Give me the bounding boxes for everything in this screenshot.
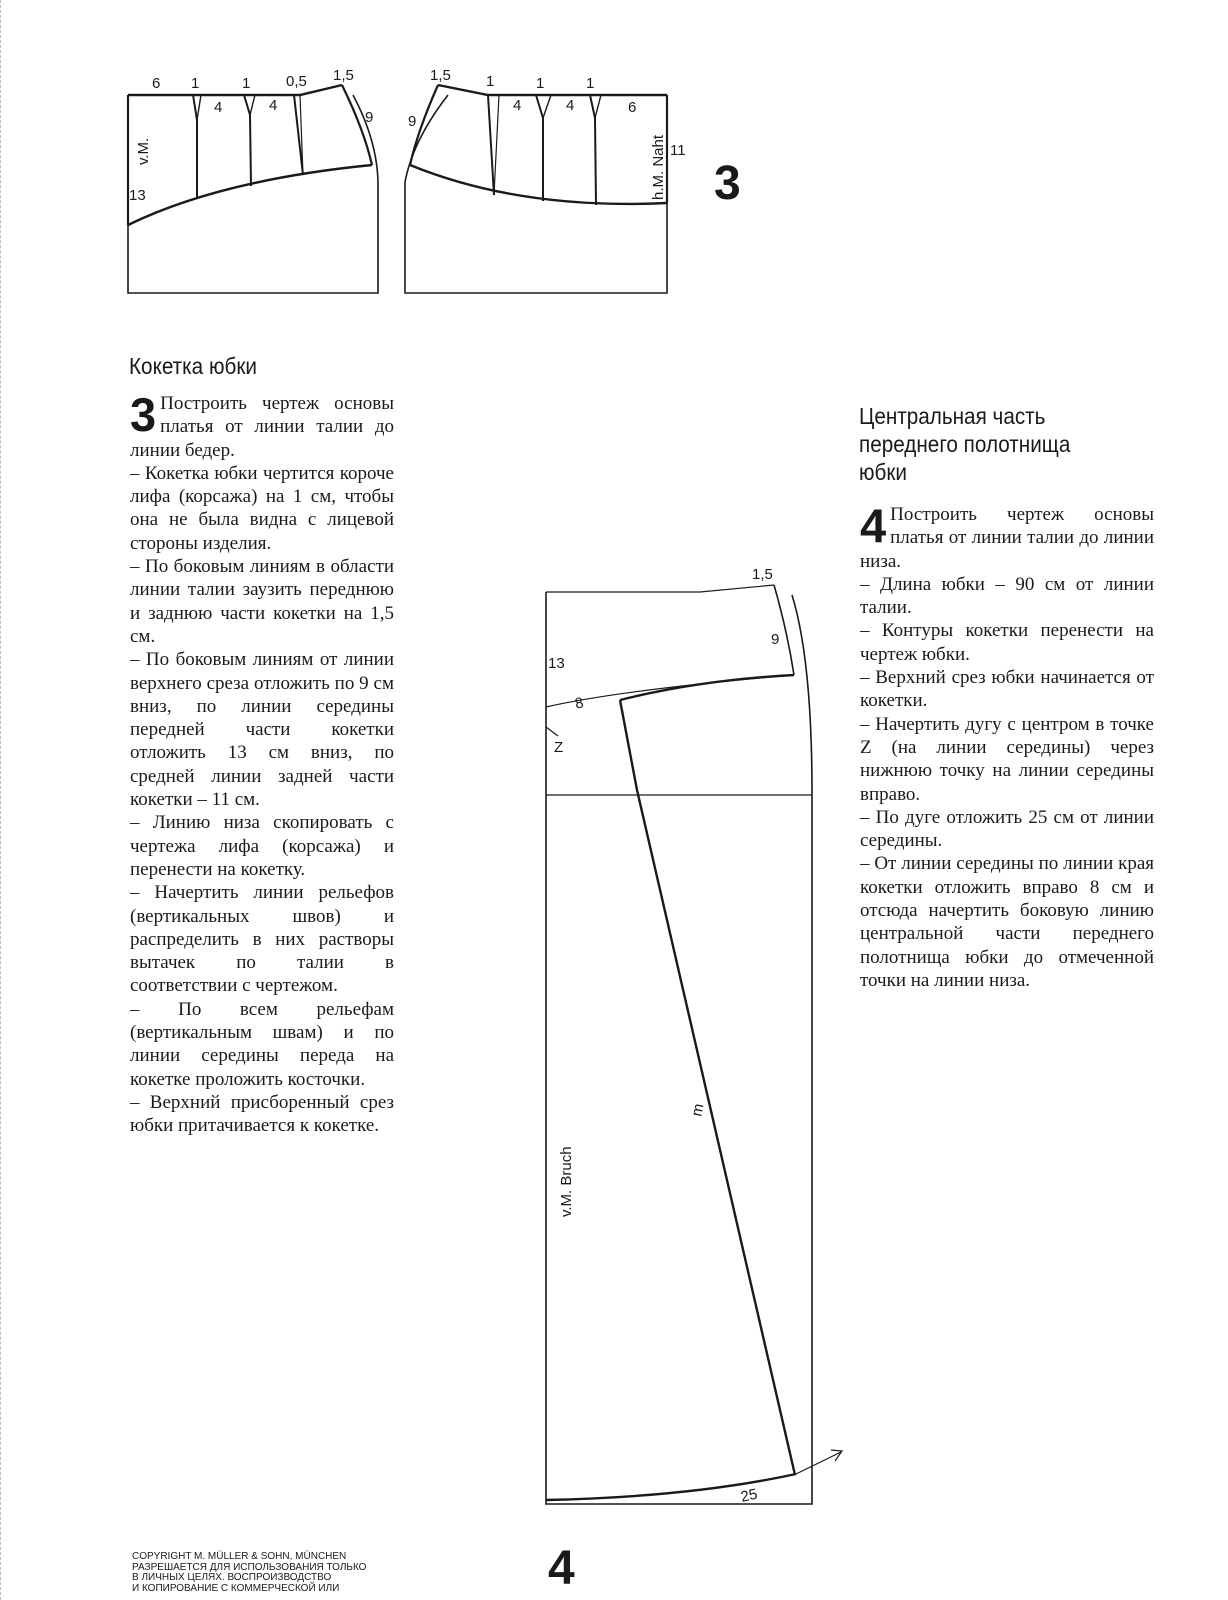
front-top-label-3: 1 — [242, 75, 251, 92]
hem-arc — [546, 1474, 796, 1500]
front-seam-1 — [193, 95, 197, 197]
back-seam-3b — [595, 95, 601, 118]
front-center-label: v.M. — [135, 137, 152, 165]
section-4-title-line: переднего полотнища — [859, 431, 1071, 457]
section-4-dropcap: 4 — [860, 499, 887, 552]
section-3-dropcap: 3 — [130, 388, 157, 441]
section-4-paragraph: – Длина юбки – 90 см от линии талии. — [860, 573, 1154, 619]
top-width-label: 1,5 — [752, 566, 773, 583]
copyright-line: COPYRIGHT M. MÜLLER & SOHN, MÜNCHEN — [132, 1551, 347, 1562]
section-3-body — [130, 388, 394, 1138]
back-frame — [405, 95, 667, 293]
back-center-measure: 11 — [670, 142, 686, 159]
front-top-label-4: 0,5 — [286, 73, 307, 90]
panel-top-line — [546, 585, 774, 592]
back-side-label: 9 — [408, 113, 417, 130]
side-drop-label: 9 — [771, 631, 780, 648]
back-dart-label-2: 4 — [566, 97, 575, 114]
section-3-paragraph: – Начертить линии рельефов (вертикальных швов) и распределить в них растворы вытачек по талии в соответствии с чертежом. — [130, 882, 394, 997]
back-dart-label-1: 4 — [513, 97, 522, 114]
arc-length-label: 25 — [739, 1485, 760, 1506]
front-top-label-1: 6 — [152, 75, 161, 92]
fold-line-label: v.M. Bruch — [558, 1146, 575, 1217]
section-4-paragraph: – Начертить дугу с центром в точке Z (на линии середины) через нижнюю точку на линии середины вправо. — [860, 713, 1154, 805]
back-seam-1 — [488, 95, 494, 195]
back-waist-line — [438, 85, 667, 95]
copyright-line: В ЛИЧНЫХ ЦЕЛЯХ. ВОСПРОИЗВОДСТВО — [132, 1572, 332, 1583]
seam-mark-label: m — [688, 1102, 708, 1118]
yoke-side-curve — [774, 585, 794, 675]
section-3-paragraph: – По боковым линиям от линии верхнего среза отложить по 9 см вниз, по линии середины передней части кокетки отложить 13 см вниз, по средней линии задней части кокетки – 11 см. — [130, 649, 394, 811]
figure-3-drawing — [120, 55, 686, 300]
front-seam-2 — [244, 95, 251, 186]
figure-4-drawing — [530, 560, 860, 1510]
section-4-body — [860, 499, 1154, 992]
page-binding-edge — [0, 0, 5, 1600]
back-seam-2b — [543, 95, 551, 118]
front-seam-1b — [197, 95, 201, 120]
front-seam-2b — [250, 95, 255, 115]
copyright-line: И КОПИРОВАНИЕ С КОММЕРЧЕСКОЙ ИЛИ — [132, 1582, 340, 1594]
back-top-label-2: 1 — [486, 73, 495, 90]
section-4-paragraph: Построить чертеж основы платья от линии талии до линии низа. — [860, 504, 1154, 572]
copyright-notice — [132, 1552, 402, 1594]
back-center-label: h.M. Naht — [650, 134, 667, 200]
section-3-paragraph: – Линию низа скопировать с чертежа лифа (корсажа) и перенести на кокетку. — [130, 812, 394, 880]
back-seam-1b — [494, 95, 499, 195]
arc-extension-arrow — [796, 1450, 842, 1474]
section-4-paragraph: – По дуге отложить 25 см от линии середины. — [860, 806, 1154, 852]
front-dart-label-1: 4 — [214, 99, 223, 116]
copyright-line: РАЗРЕШАЕТСЯ ДЛЯ ИСПОЛЬЗОВАНИЯ ТОЛЬКО — [132, 1561, 367, 1573]
section-3-paragraph: – По всем рельефам (вертикальным швам) и по линии середины переда на кокетке проложить косточки. — [130, 998, 394, 1090]
front-side-label: 9 — [365, 109, 374, 126]
center-drop-label: 13 — [548, 655, 565, 672]
back-top-label-5: 6 — [628, 99, 637, 116]
back-top-label-3: 1 — [536, 75, 545, 92]
front-center-measure: 13 — [129, 187, 146, 204]
section-4-paragraph: – От линии середины по линии края кокетки отложить вправо 8 см и отсюда начертить боковую линию центральной части переднего полотнища юбки до отмеченной точки на линии низа. — [860, 853, 1154, 991]
section-3-paragraph: – Верхний присборенный срез юбки притачивается к кокетке. — [130, 1091, 394, 1137]
section-4-title-line: Центральная часть — [859, 403, 1046, 429]
point-z-label: Z — [554, 739, 564, 756]
section-3-paragraph: – По боковым линиям в области линии талии заузить переднюю и заднюю части кокетки на 1,5 см. — [130, 556, 394, 647]
section-4-paragraph: – Контуры кокетки перенести на чертеж юбки. — [860, 620, 1154, 665]
section-3-paragraph: Построить чертеж основы платья от линии талии до линии бедер. — [130, 393, 394, 461]
z-mark — [546, 727, 558, 736]
yoke-edge-heavy — [620, 675, 794, 700]
figure-3-number: 3 — [714, 157, 741, 210]
figure-4-number: 4 — [548, 1542, 575, 1595]
section-3-title: Кокетка юбки — [129, 353, 257, 379]
back-top-label-1: 1,5 — [430, 67, 451, 84]
back-top-label-4: 1 — [586, 75, 595, 92]
section-4-title — [859, 402, 1070, 486]
section-4-title-line: юбки — [859, 459, 908, 485]
section-3-paragraph: – Кокетка юбки чертится короче лифа (корсажа) на 1 см, чтобы она не была видна с лицевой стороны изделия. — [130, 462, 394, 554]
yoke-offset-label: 8 — [573, 694, 586, 713]
front-top-label-2: 1 — [191, 75, 200, 92]
section-4-paragraph: – Верхний срез юбки начинается от кокетки. — [860, 667, 1154, 712]
front-frame — [128, 95, 378, 293]
front-top-label-5: 1,5 — [333, 67, 354, 84]
back-hem-curve — [410, 165, 667, 204]
back-seam-3 — [590, 95, 596, 205]
front-dart-label-2: 4 — [269, 97, 278, 114]
central-part-side-line — [620, 700, 795, 1475]
back-seam-2 — [536, 95, 543, 201]
panel-frame — [546, 592, 812, 1504]
